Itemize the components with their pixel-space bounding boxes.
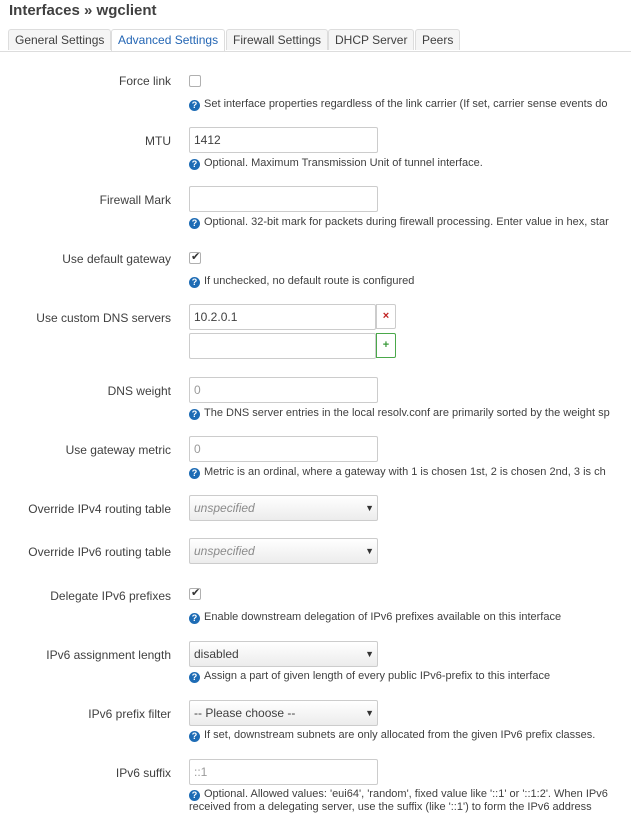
default-gateway-help <box>189 275 631 288</box>
firewall-mark-label: Firewall Mark <box>99 193 171 207</box>
dns-weight-input[interactable] <box>189 377 378 403</box>
chevron-down-icon: ▼ <box>365 649 374 659</box>
tab-dhcp-server[interactable]: DHCP Server <box>328 29 414 50</box>
ipv6-routing-table-label: Override IPv6 routing table <box>28 545 171 559</box>
ipv6-routing-table-select[interactable] <box>189 538 378 564</box>
firewall-mark-help-text: Optional. 32-bit mark for packets during firewall processing. Enter value in hex, star <box>204 216 609 228</box>
delegate-ipv6-help-text: Enable downstream delegation of IPv6 prefixes available on this interface <box>204 611 562 623</box>
default-gateway-help-text: If unchecked, no default route is configured <box>204 275 415 287</box>
checkmark-icon: ✔ <box>191 587 201 599</box>
question-circle-icon: ? <box>189 731 200 742</box>
remove-dns-button[interactable] <box>376 304 396 329</box>
question-circle-icon: ? <box>189 218 200 229</box>
delegate-ipv6-checkbox[interactable] <box>189 588 201 600</box>
remove-x-icon: × <box>382 310 390 322</box>
gateway-metric-help <box>189 466 631 479</box>
mtu-label: MTU <box>145 134 171 148</box>
delegate-ipv6-help <box>189 611 631 624</box>
force-link-label: Force link <box>118 74 171 88</box>
dns-weight-help-text: The DNS server entries in the local resolv.conf are primarily sorted by the weight sp <box>204 407 610 419</box>
ipv6-assign-length-select[interactable] <box>189 641 378 667</box>
ipv6-prefix-filter-label: IPv6 prefix filter <box>88 707 171 721</box>
ipv4-routing-table-select[interactable] <box>189 495 378 521</box>
gateway-metric-help-text: Metric is an ordinal, where a gateway with 1 is chosen 1st, 2 is chosen 2nd, 3 is ch <box>204 466 606 478</box>
ipv6-suffix-label: IPv6 suffix <box>115 766 171 780</box>
mtu-help-text: Optional. Maximum Transmission Unit of tunnel interface. <box>204 157 483 169</box>
force-link-help <box>189 98 631 111</box>
add-dns-button[interactable] <box>376 333 396 358</box>
default-gateway-checkbox[interactable] <box>189 252 201 264</box>
chevron-down-icon: ▼ <box>365 546 374 556</box>
gateway-metric-input[interactable] <box>189 436 378 462</box>
force-link-checkbox[interactable] <box>189 75 201 87</box>
ipv6-assign-length-help <box>189 670 631 683</box>
ipv6-prefix-filter-help <box>189 729 631 742</box>
ipv6-assign-length-label: IPv6 assignment length <box>46 648 171 662</box>
ipv6-suffix-help <box>189 788 631 814</box>
question-circle-icon: ? <box>189 100 200 111</box>
question-circle-icon: ? <box>189 277 200 288</box>
add-plus-icon: + <box>382 339 390 351</box>
question-circle-icon: ? <box>189 790 200 801</box>
checkmark-icon: ✔ <box>191 251 201 263</box>
ipv6-suffix-input[interactable] <box>189 759 378 785</box>
question-circle-icon: ? <box>189 159 200 170</box>
ipv6-prefix-filter-help-text: If set, downstream subnets are only allocated from the given IPv6 prefix classes. <box>204 729 596 741</box>
ipv4-routing-table-label: Override IPv4 routing table <box>28 502 171 516</box>
mtu-input[interactable] <box>189 127 378 153</box>
delegate-ipv6-label: Delegate IPv6 prefixes <box>50 589 171 603</box>
ipv6-routing-table-value: unspecified <box>194 544 255 558</box>
tab-bar <box>0 29 631 52</box>
tab-general-settings[interactable]: General Settings <box>8 29 111 50</box>
dns-server-new-input[interactable] <box>189 333 376 359</box>
dns-weight-help <box>189 407 631 420</box>
ipv4-routing-table-value: unspecified <box>194 501 255 515</box>
chevron-down-icon: ▼ <box>365 503 374 513</box>
firewall-mark-help <box>189 216 631 229</box>
question-circle-icon: ? <box>189 613 200 624</box>
ipv6-assign-length-help-text: Assign a part of given length of every public IPv6-prefix to this interface <box>204 670 551 682</box>
ipv6-suffix-help-text: Optional. Allowed values: 'eui64', 'random', fixed value like '::1' or '::1:2'. When IPv6 received from a delegating server, use the suffix (like '::1') to form the IPv6 address <box>189 788 608 813</box>
chevron-down-icon: ▼ <box>365 708 374 718</box>
ipv6-assign-length-value: disabled <box>194 647 239 661</box>
force-link-help-text: Set interface properties regardless of the link carrier (If set, carrier sense events do <box>204 98 608 110</box>
firewall-mark-input[interactable] <box>189 186 378 212</box>
tab-firewall-settings[interactable]: Firewall Settings <box>226 29 328 50</box>
question-circle-icon: ? <box>189 468 200 479</box>
dns-server-entry-input[interactable] <box>189 304 376 330</box>
gateway-metric-label: Use gateway metric <box>65 443 171 457</box>
mtu-help <box>189 157 631 170</box>
question-circle-icon: ? <box>189 672 200 683</box>
page-title: Interfaces » wgclient <box>9 2 157 19</box>
tab-advanced-settings[interactable]: Advanced Settings <box>111 29 225 51</box>
tab-peers[interactable]: Peers <box>415 29 460 50</box>
ipv6-prefix-filter-select[interactable] <box>189 700 378 726</box>
default-gateway-label: Use default gateway <box>62 252 171 266</box>
custom-dns-label: Use custom DNS servers <box>36 311 171 325</box>
dns-weight-label: DNS weight <box>107 384 171 398</box>
question-circle-icon: ? <box>189 409 200 420</box>
ipv6-prefix-filter-value: -- Please choose -- <box>194 706 296 720</box>
